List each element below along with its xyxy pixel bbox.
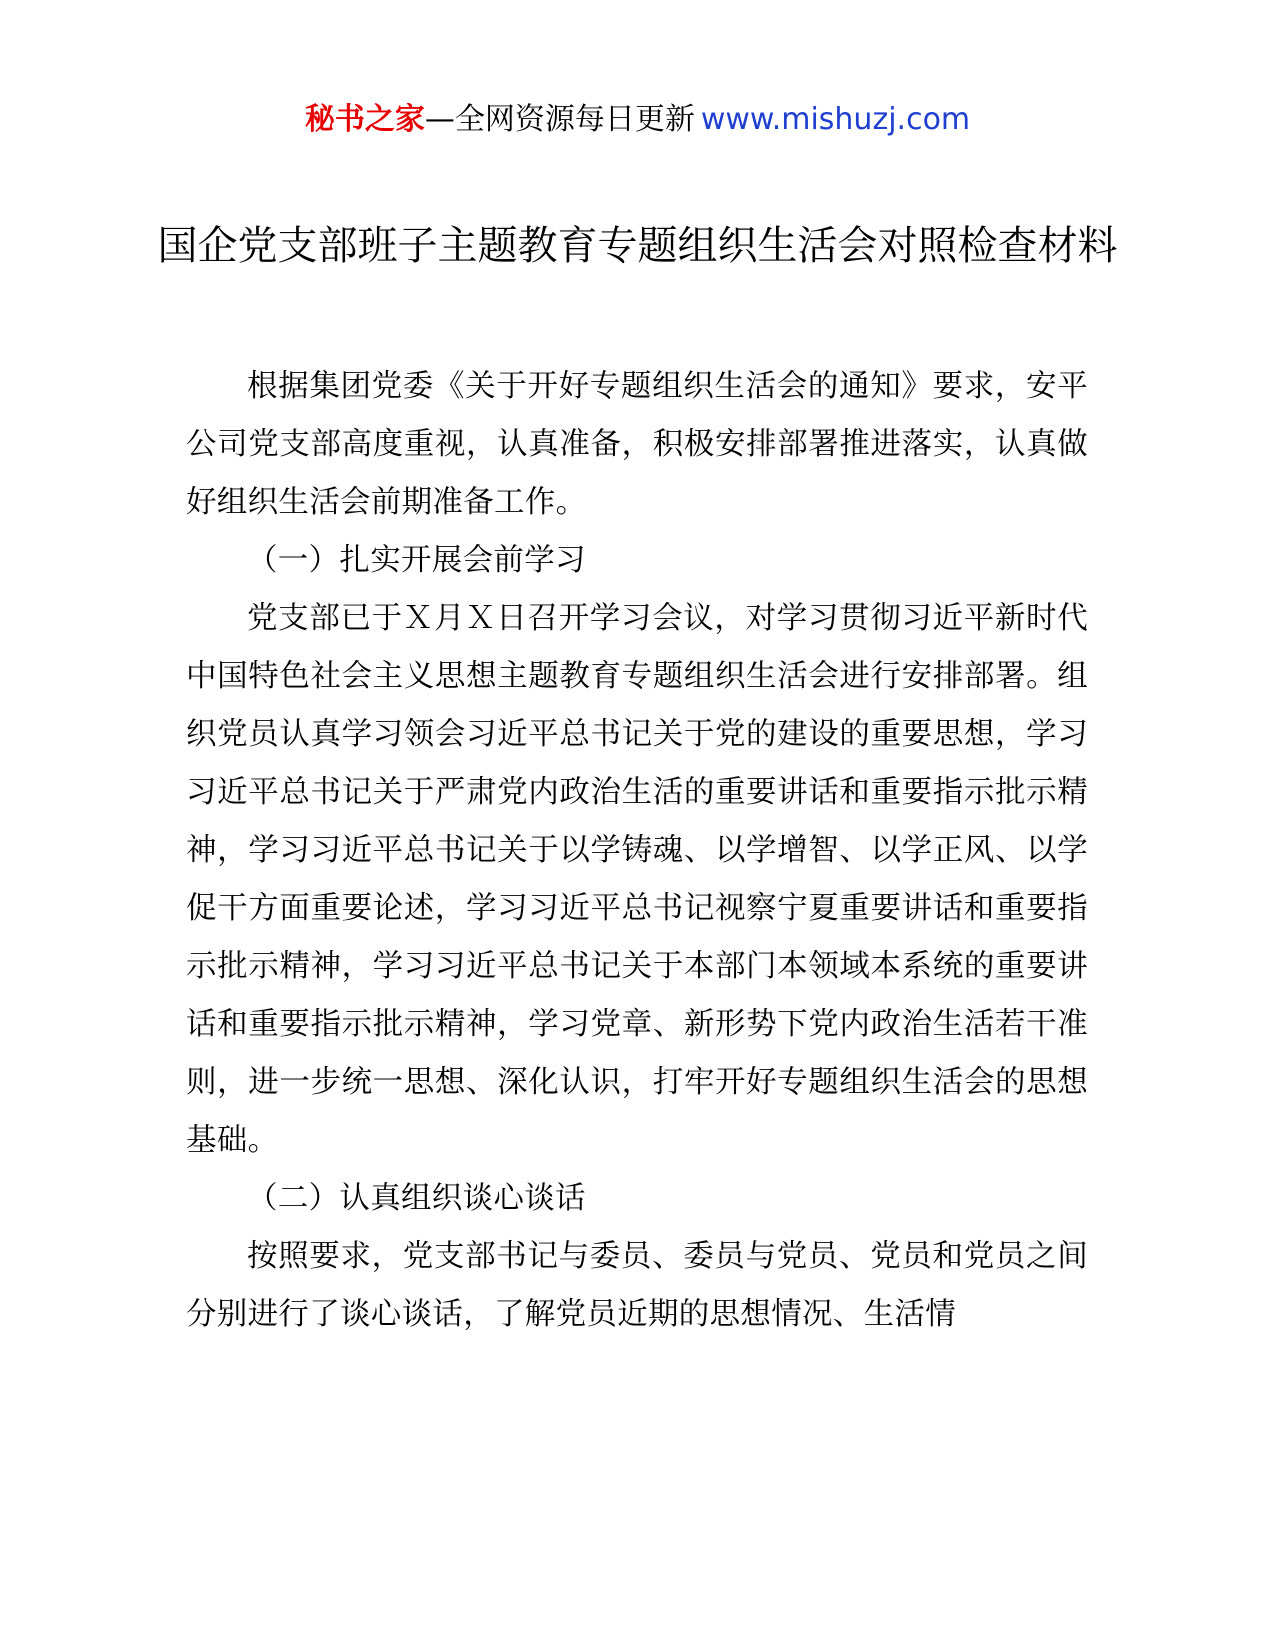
site-tagline: —全网资源每日更新 [424, 102, 695, 137]
intro-paragraph: 根据集团党委《关于开好专题组织生活会的通知》要求，安平公司党支部高度重视，认真准备，积极安排部署推进落实，认真做好组织生活会前期准备工作。 [186, 369, 1088, 520]
section-1-paragraph: 党支部已于Ｘ月Ｘ日召开学习会议，对学习贯彻习近平新时代中国特色社会主义思想主题教育专题组织生活会进行安排部署。组织党员认真学习领会习近平总书记关于党的建设的重要思想，学习习近平总书记关于严肃党内政治生活的重要讲话和重要指示批示精神，学习习近平总书记关于以学铸魂、以学增智、以学正风、以学促干方面重要论述，学习习近平总书记视察宁夏重要讲话和重要指示批示精神，学习习近平总书记关于本部门本领域本系统的重要讲话和重要指示批示精神，学习党章、新形势下党内政治生活若干准则，进一步统一思想、深化认识，打牢开好专题组织生活会的思想基础。 [186, 601, 1088, 1158]
site-brand: 秘书之家 [304, 102, 425, 137]
section-heading-1: （一）扎实开展会前学习 [247, 543, 586, 578]
site-url-link[interactable]: www.mishuzj.com [700, 102, 971, 137]
document-body [186, 358, 1088, 1344]
document-title: 国企党支部班子主题教育专题组织生活会对照检查材料 [157, 223, 1118, 269]
section-heading-2: （二）认真组织谈心谈话 [247, 1181, 586, 1216]
site-header [0, 100, 1275, 140]
section-2-paragraph: 按照要求，党支部书记与委员、委员与党员、党员和党员之间分别进行了谈心谈话，了解党员近期的思想情况、生活情 [186, 1239, 1088, 1332]
